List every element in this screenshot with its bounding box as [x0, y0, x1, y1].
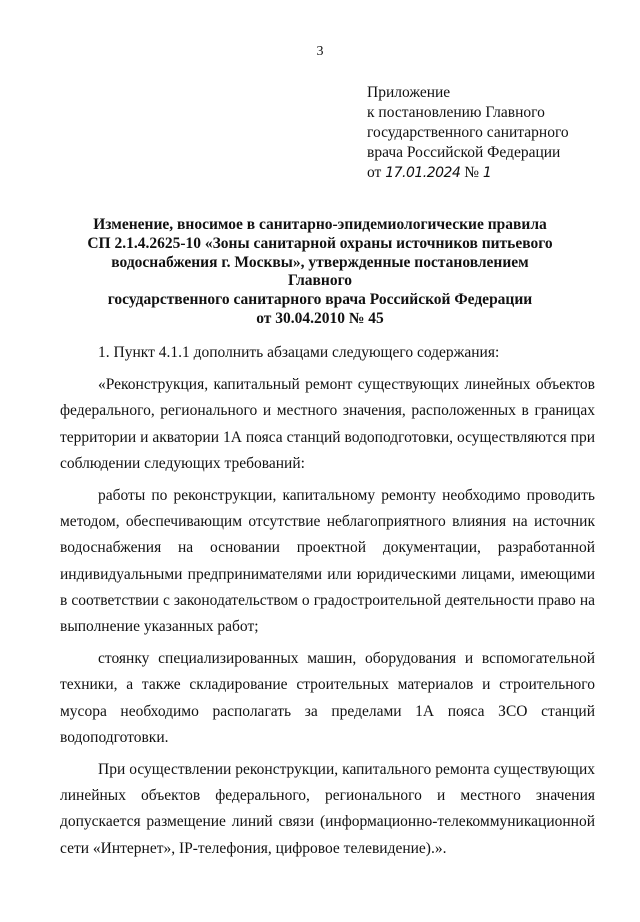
- page-number: 3: [316, 44, 324, 59]
- document-body: [60, 340, 595, 862]
- paragraph-4: стоянку специализированных машин, оборудования и вспомогательной техники, а также складирование строительных материалов и строительного мусора необходимо располагать за пределами 1А пояса ЗСО станций водоподготовки.: [60, 650, 595, 746]
- title-line-4: государственного санитарного врача Российской Федерации: [107, 291, 533, 309]
- handwritten-number: 1: [482, 165, 492, 181]
- paragraph-3: работы по реконструкции, капитальному ремонту необходимо проводить методом, обеспечивающим отсутствие неблагоприятного влияния на источник водоснабжения на основании проектной документации, разработанной индивидуальными предпринимателями или юридическими лицами, имеющими в соответствии с законодательством о градостроительной деятельности право на выполнение указанных работ;: [60, 487, 595, 636]
- appendix-block: [367, 83, 569, 183]
- appendix-line-1: Приложение: [367, 84, 451, 101]
- document-title: [84, 216, 556, 329]
- title-line-5: от 30.04.2010 № 45: [256, 309, 384, 327]
- title-line-2: СП 2.1.4.2625-10 «Зоны санитарной охраны источников питьевого: [87, 234, 553, 252]
- appendix-line-4: врача Российской Федерации: [367, 144, 561, 161]
- appendix-date-line: [367, 163, 569, 183]
- paragraph-5: При осуществлении реконструкции, капитального ремонта существующих линейных объектов федерального, регионального и местного значения допускается размещение линий связи (информационно-телекоммуникационной сети «Интернет», IP-телефония, цифровое телевидение).».: [60, 761, 595, 857]
- paragraph-2: «Реконструкция, капитальный ремонт существующих линейных объектов федерального, регионального и местного значения, расположенных в границах территории и акватории 1А пояса станций водоподготовки, осуществляются при соблюдении следующих требований:: [60, 376, 595, 472]
- appendix-from-label: от: [367, 164, 382, 181]
- paragraph-1: 1. Пункт 4.1.1 дополнить абзацами следующего содержания:: [98, 344, 500, 361]
- title-line-1: Изменение, вносимое в санитарно-эпидемиологические правила: [93, 216, 547, 233]
- appendix-line-2: к постановлению Главного: [367, 104, 545, 121]
- handwritten-date: 17.01.2024: [385, 165, 461, 181]
- title-line-3: водоснабжения г. Москвы», утвержденные постановлением Главного: [111, 253, 529, 290]
- appendix-number-label: №: [464, 164, 480, 181]
- appendix-line-3: государственного санитарного: [367, 124, 569, 141]
